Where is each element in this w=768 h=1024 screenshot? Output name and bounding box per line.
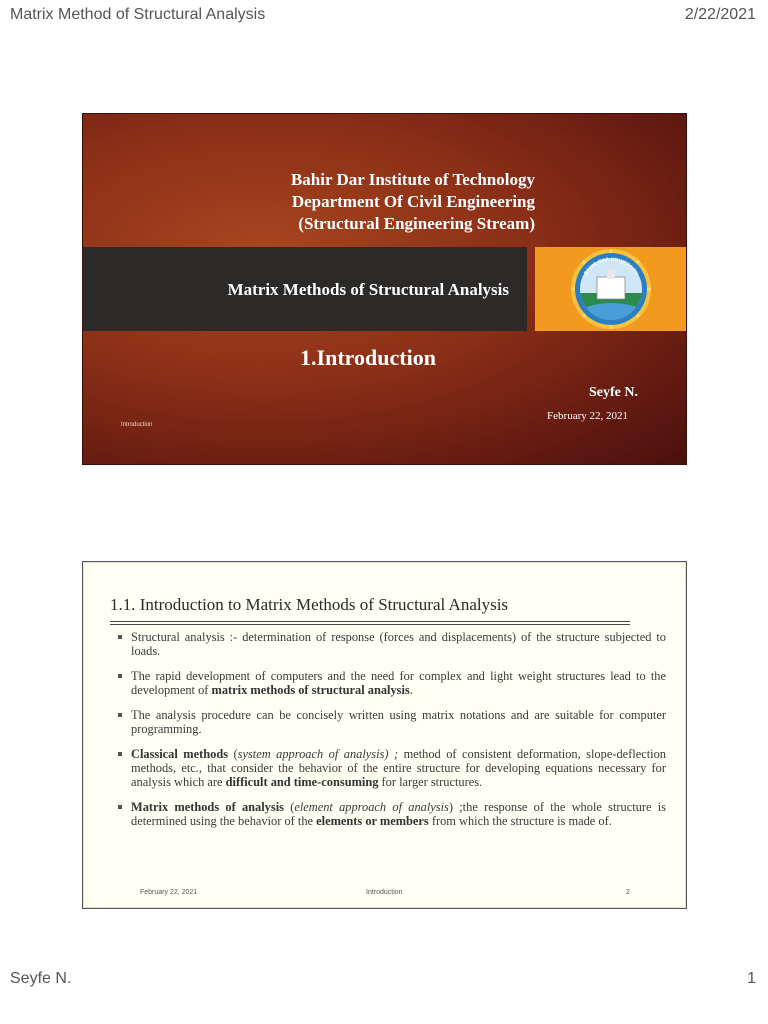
stream-line: (Structural Engineering Stream) [298,214,535,233]
italic-text: element approach of analysis [294,800,449,814]
text: Structural analysis :- determination of response (forces and displacements) of the structure subjected to loads. [131,630,666,658]
bold-text: Matrix methods of analysis [131,800,284,814]
bullet-item [118,630,666,658]
bold-text: difficult and time-consuming [225,775,379,789]
university-logo [567,247,655,331]
heading-rule [110,621,630,622]
bullet-list [118,630,666,839]
section-heading: 1.1. Introduction to Matrix Methods of Structural Analysis [110,595,509,614]
logo-band [535,247,686,331]
slide-number: 2 [626,889,630,896]
text: ( [228,747,238,761]
svg-text:BAHIR DAR UNIVERSITY: BAHIR DAR UNIVERSITY [583,256,639,277]
page-header-date: 2/22/2021 [684,6,756,23]
bullet-item [118,708,666,736]
institute-line: Bahir Dar Institute of Technology [290,170,535,189]
slide-date: February 22, 2021 [547,410,628,422]
bullet-item [118,800,666,828]
text: The analysis procedure can be concisely written using matrix notations and are suitable for computer programming. [131,708,666,736]
page-header-title: Matrix Method of Structural Analysis [10,6,266,23]
slide-footer-date: February 22, 2021 [140,889,198,896]
bold-text: matrix methods of structural analysis [211,683,410,697]
title-band [83,247,527,331]
slide-title: Matrix Methods of Structural Analysis [227,280,509,299]
text: . [409,683,413,697]
bullet-item [118,747,666,789]
department-line: Department Of Civil Engineering [291,192,535,211]
institute-block [83,169,535,235]
slide-1 [82,113,687,465]
page-footer-author: Seyfe N. [10,970,72,987]
slide-footer-label: Introduction [366,889,403,896]
slide-2 [82,561,687,909]
text: ) ;the response of the whole structure is determined using the behavior of the [131,800,666,828]
text: method of consistent deformation, slope-deflection methods, etc., that consider the behavior of the entire structure for developing equations necessary for analysis which are [131,747,666,789]
text: for larger structures. [378,775,483,789]
heading-rule [110,624,630,625]
bold-text: elements or members [316,814,429,828]
text: ( [283,800,295,814]
chapter-title: 1.Introduction [300,345,436,370]
page-number: 1 [747,970,756,987]
bullet-item [118,669,666,697]
text: from which the structure is made of. [428,814,612,828]
slide-footer-label: Introduction [121,422,153,428]
italic-text: system approach of analysis) ; [237,747,399,761]
bold-text: Classical methods [131,747,229,761]
author-name: Seyfe N. [589,385,638,400]
text: The rapid development of computers and the need for complex and light weight structures lead to the development of [131,669,666,697]
